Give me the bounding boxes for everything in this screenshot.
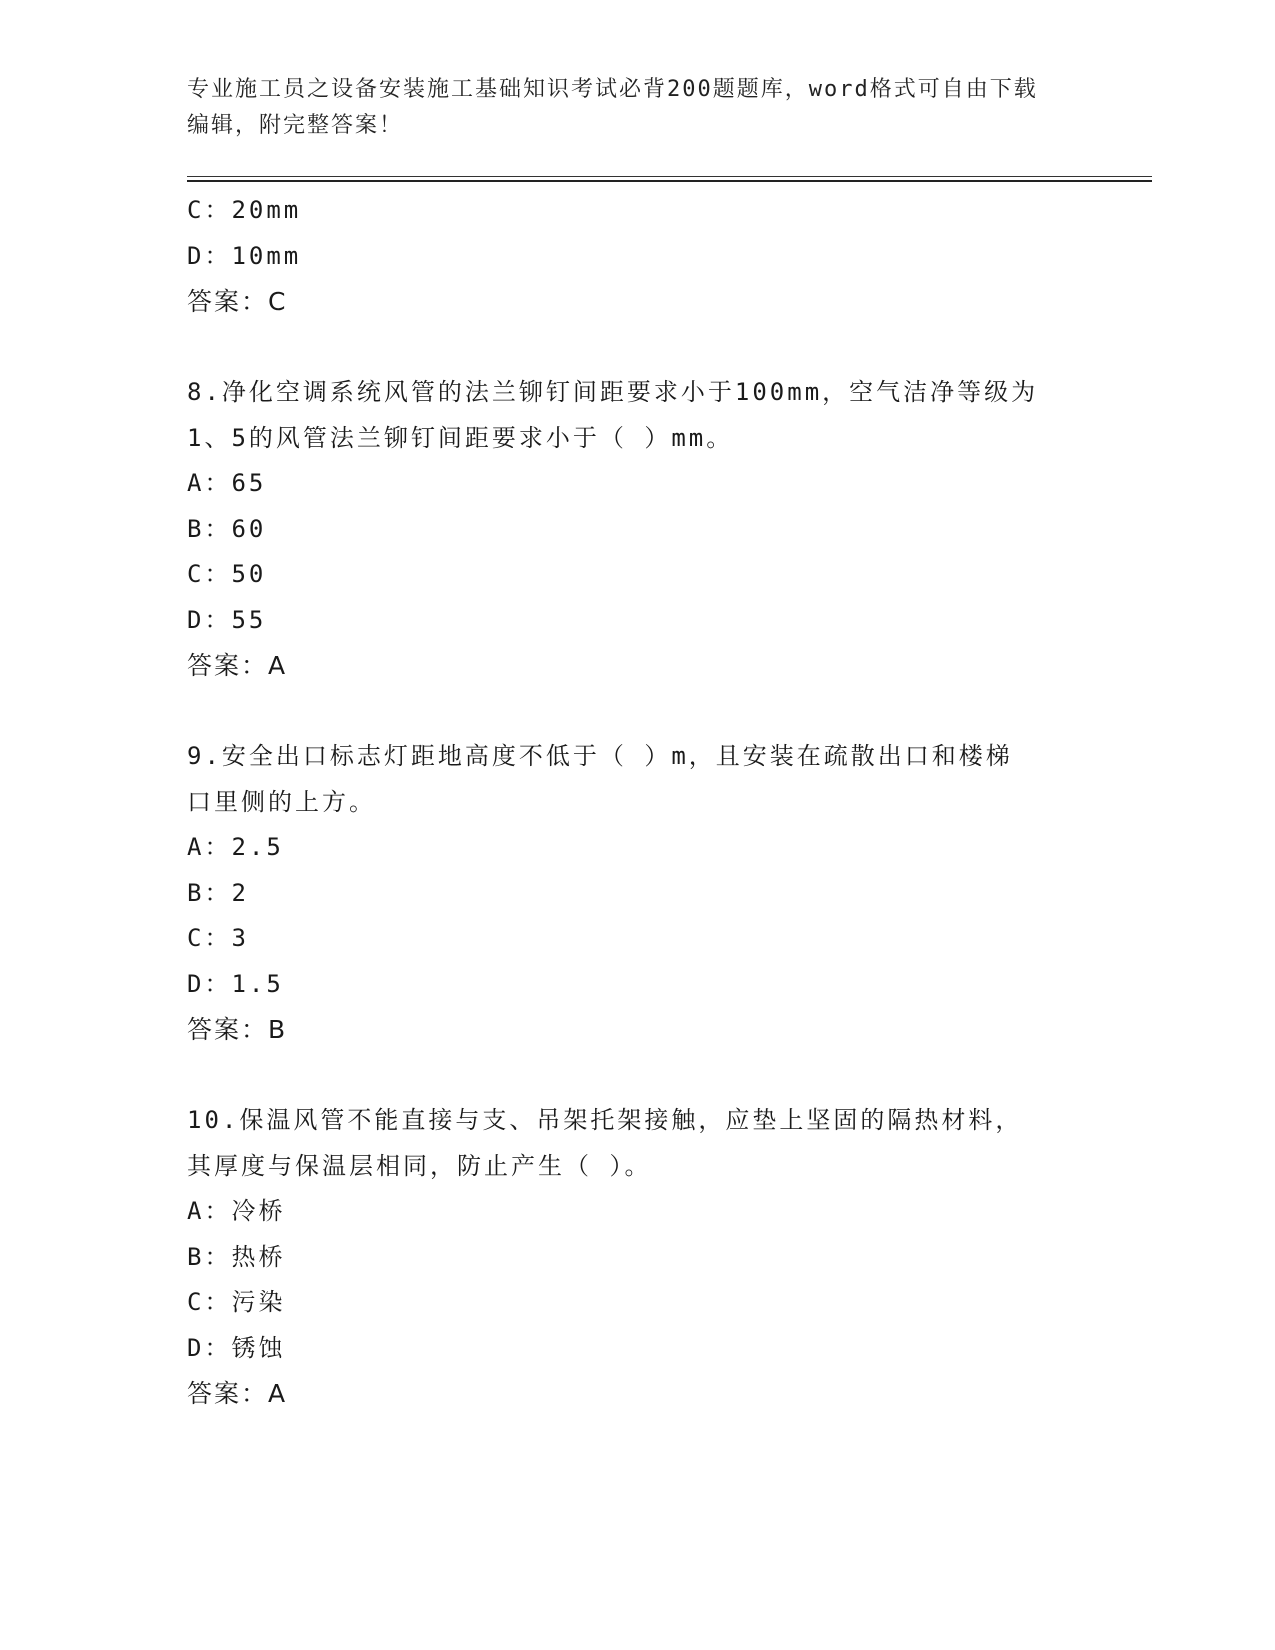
document-header	[187, 72, 1087, 144]
option-d: D：10mm	[187, 241, 302, 270]
document-body	[187, 188, 1087, 1417]
option-b: B：60	[187, 514, 267, 543]
option-a: A：2.5	[187, 833, 284, 861]
option-d: D：1.5	[187, 969, 284, 998]
header-divider-thick	[187, 180, 1152, 182]
option-a: A：65	[187, 469, 267, 497]
question-9	[187, 734, 1087, 1053]
header-title-line1: 专业施工员之设备安装施工基础知识考试必背200题题库，word格式可自由下载	[187, 77, 1038, 102]
answer-line: 答案：C	[187, 287, 288, 316]
option-c: C：20mm	[187, 196, 302, 224]
question-10	[187, 1098, 1087, 1417]
question-stem-line1: 10.保温风管不能直接与支、吊架托架接触，应垫上坚固的隔热材料，	[187, 1106, 1023, 1134]
answer-line: 答案：B	[187, 1015, 288, 1044]
question-stem-line2: 其厚度与保温层相同，防止产生（ ）。	[187, 1151, 652, 1180]
spacer	[187, 325, 1087, 371]
question-7-tail	[187, 188, 1087, 325]
answer-line: 答案：A	[187, 1379, 288, 1408]
answer-line: 答案：A	[187, 651, 288, 680]
header-divider-thin	[187, 176, 1152, 177]
question-stem-line1: 8.净化空调系统风管的法兰铆钉间距要求小于100mm，空气洁净等级为	[187, 378, 1039, 406]
option-b: B：2	[187, 878, 249, 907]
option-c: C：3	[187, 924, 249, 952]
option-a: A：冷桥	[187, 1197, 286, 1225]
question-stem-line2: 口里侧的上方。	[187, 787, 376, 816]
question-stem-line1: 9.安全出口标志灯距地高度不低于（ ）m，且安装在疏散出口和楼梯	[187, 742, 1013, 770]
spacer	[187, 689, 1087, 735]
question-stem-line2: 1、5的风管法兰铆钉间距要求小于（ ）mm。	[187, 423, 734, 452]
option-c: C：50	[187, 560, 267, 588]
option-b: B：热桥	[187, 1242, 286, 1271]
spacer	[187, 1053, 1087, 1099]
option-c: C：污染	[187, 1288, 286, 1316]
question-8	[187, 370, 1087, 689]
header-title-line2: 编辑，附完整答案！	[187, 113, 404, 138]
option-d: D：55	[187, 605, 267, 634]
option-d: D：锈蚀	[187, 1333, 286, 1362]
